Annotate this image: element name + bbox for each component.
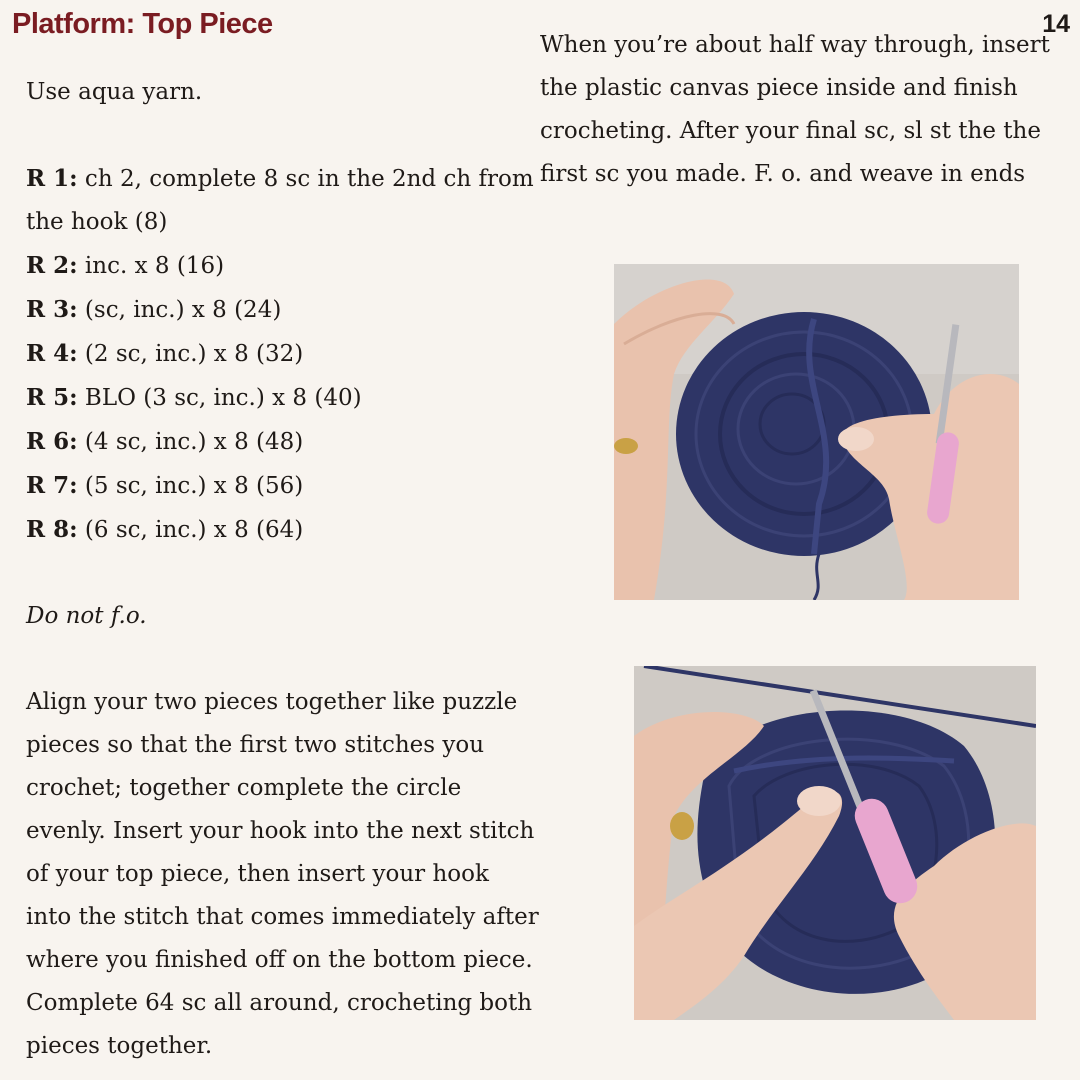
spacer <box>26 114 541 157</box>
spacer <box>26 638 541 681</box>
intro-text: Use aqua yarn. <box>26 79 203 105</box>
page-title: Platform: Top Piece <box>12 8 273 40</box>
pattern-row-7 <box>26 464 541 508</box>
row-label: R 6: <box>26 428 78 455</box>
row-text: (6 sc, inc.) x 8 (64) <box>77 517 304 543</box>
row-text: (2 sc, inc.) x 8 (32) <box>77 341 304 367</box>
instructions-column <box>26 71 541 1068</box>
row-label: R 7: <box>26 472 78 499</box>
pattern-row-6 <box>26 420 541 464</box>
assembly-paragraph: When you’re about half way through, insert the plastic canvas piece inside and finish crocheting. After your final sc, sl st the the first sc you made. F. o. and weave in ends <box>540 32 1050 187</box>
photo-crochet-circle <box>614 264 1019 600</box>
right-column-text <box>540 24 1055 196</box>
row-text: (sc, inc.) x 8 (24) <box>77 297 282 323</box>
spacer <box>26 552 541 595</box>
row-text: (4 sc, inc.) x 8 (48) <box>77 429 304 455</box>
pattern-row-4 <box>26 332 541 376</box>
photo-illustration <box>614 264 1019 600</box>
photo-joining-pieces <box>634 666 1036 1020</box>
pattern-row-1 <box>26 157 541 244</box>
page-number: 14 <box>1042 10 1070 38</box>
row-label: R 1: <box>26 165 78 192</box>
align-paragraph: Align your two pieces together like puzzle pieces so that the first two stitches you crochet; together complete the circle evenly. Insert your hook into the next stitch of your top piece, then insert your hook into the stitch that comes immediately after where you finished off on the bottom piece. Complete 64 sc all around, crocheting both pieces together. <box>26 689 539 1059</box>
photo-illustration <box>634 666 1036 1020</box>
pattern-row-3 <box>26 288 541 332</box>
row-label: R 8: <box>26 516 78 543</box>
note-text: Do not f.o. <box>26 603 147 629</box>
row-label: R 4: <box>26 340 78 367</box>
row-label: R 5: <box>26 384 78 411</box>
row-text: inc. x 8 (16) <box>77 253 225 279</box>
row-label: R 2: <box>26 252 78 279</box>
pattern-row-2 <box>26 244 541 288</box>
row-text: BLO (3 sc, inc.) x 8 (40) <box>77 385 362 411</box>
row-label: R 3: <box>26 296 78 323</box>
pattern-row-8 <box>26 508 541 552</box>
pattern-row-5 <box>26 376 541 420</box>
row-text: (5 sc, inc.) x 8 (56) <box>77 473 304 499</box>
row-text: ch 2, complete 8 sc in the 2nd ch from the hook (8) <box>26 166 534 235</box>
